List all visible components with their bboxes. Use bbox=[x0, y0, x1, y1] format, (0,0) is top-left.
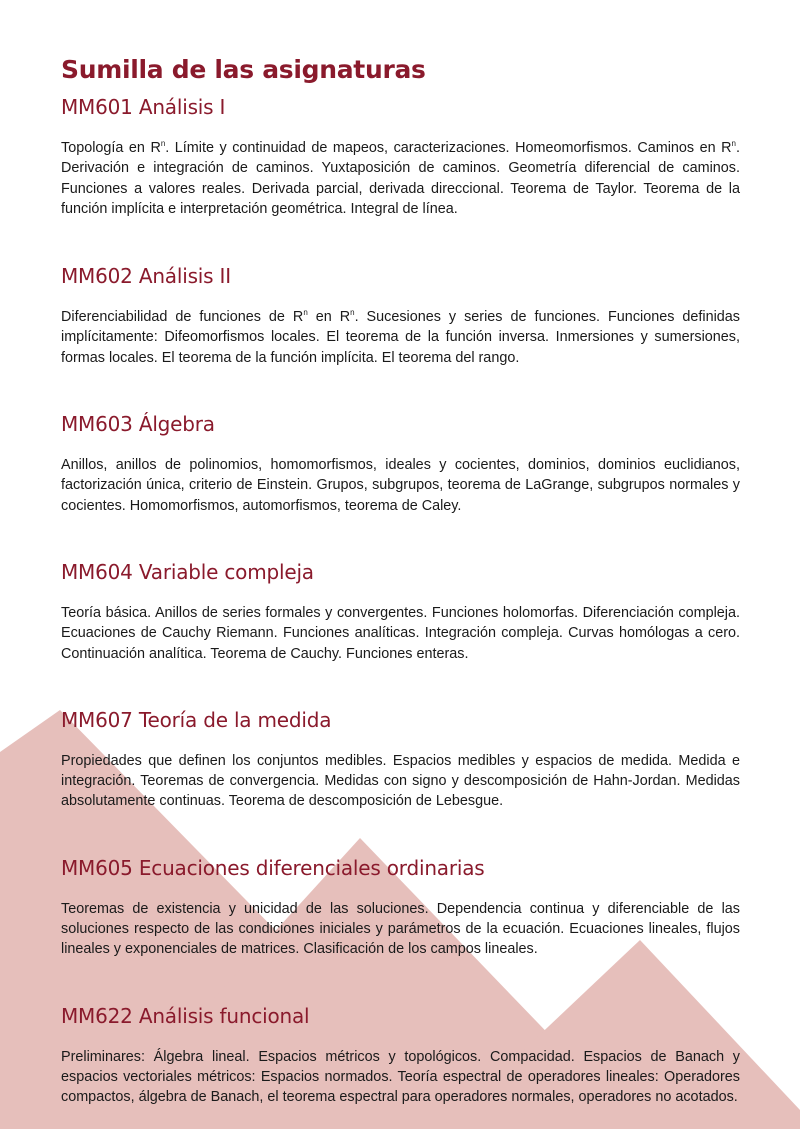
course-section-mm605 bbox=[61, 853, 740, 960]
course-heading: MM622 Análisis funcional bbox=[61, 1003, 310, 1028]
superscript-n: n bbox=[350, 308, 355, 318]
course-section-mm607 bbox=[61, 705, 740, 812]
course-description: Teoría básica. Anillos de series formales y convergentes. Funciones holomorfas. Diferenciación compleja. Ecuaciones de Cauchy Riemann. Funciones analíticas. Integración compleja. Curvas homólogas a cero. Continuación analítica. Teorema de Cauchy. Funciones enteras. bbox=[61, 604, 740, 662]
course-heading: MM605 Ecuaciones diferenciales ordinarias bbox=[61, 855, 485, 880]
page-content bbox=[61, 52, 740, 1108]
course-description: Topología en $R^n$. Límite y continuidad de mapeos, caracterizaciones. Homeomorfismos. Caminos en $R^n$. Derivación e integración de caminos. Yuxtaposición de caminos. Geometría diferencial de caminos. Funciones a valores reales. Derivada parcial, derivada direccional. Teorema de Taylor. Teorema de la función implícita e interpretación geométrica. Integral de línea. bbox=[61, 139, 740, 217]
course-heading: MM603 Álgebra bbox=[61, 412, 215, 437]
course-section-mm622 bbox=[61, 1001, 740, 1108]
superscript-n: n bbox=[160, 139, 166, 148]
superscript-n: n bbox=[303, 308, 308, 318]
course-section-mm602 bbox=[61, 261, 740, 368]
course-section-mm603 bbox=[61, 409, 740, 516]
course-heading: MM602 Análisis II bbox=[61, 264, 231, 289]
course-section-mm604 bbox=[61, 557, 740, 664]
course-description: Diferenciabilidad de funciones de $R^n$ en $R^n$. Sucesiones y series de funciones. Funciones definidas implícitamente: Difeomorfismos locales. El teorema de la función inversa. Inmersiones y sumersiones, formas locales. El teorema de la función implícita. El teorema del rango. bbox=[61, 308, 740, 366]
course-heading: MM604 Variable compleja bbox=[61, 559, 314, 584]
page-title: Sumilla de las asignaturas bbox=[61, 55, 426, 84]
superscript-n: n bbox=[731, 139, 736, 148]
course-description: Teoremas de existencia y unicidad de las soluciones. Dependencia continua y diferenciable de las soluciones respecto de las condiciones iniciales y parámetros de la ecuación. Ecuaciones lineales, flujos lineales y exponenciales de matrices. Clasificación de los campos lineales. bbox=[61, 900, 740, 958]
course-description: Anillos, anillos de polinomios, homomorfismos, ideales y cocientes, dominios, dominios euclidianos, factorización única, criterio de Einstein. Grupos, subgrupos, teorema de LaGrange, subgrupos normales y cocientes. Homomorfismos, automorfismos, teorema de Caley. bbox=[61, 457, 740, 514]
course-heading: MM601 Análisis I bbox=[61, 95, 226, 119]
course-description: Preliminares: Álgebra lineal. Espacios métricos y topológicos. Compacidad. Espacios de Banach y espacios vectoriales métricos: Espacios normados. Teoría espectral de operadores lineales: Operadores compactos, álgebra de Banach, el teorema espectral para operadores normales, operadores no acotados. bbox=[61, 1048, 740, 1106]
course-section-mm601 bbox=[61, 92, 740, 219]
course-heading: MM607 Teoría de la medida bbox=[61, 707, 332, 732]
course-description: Propiedades que definen los conjuntos medibles. Espacios medibles y espacios de medida. Medida e integración. Teoremas de convergencia. Medidas con signo y descomposición de Hahn-Jordan. Medidas absolutamente continuas. Teorema de descomposición de Lebesgue. bbox=[61, 752, 740, 810]
